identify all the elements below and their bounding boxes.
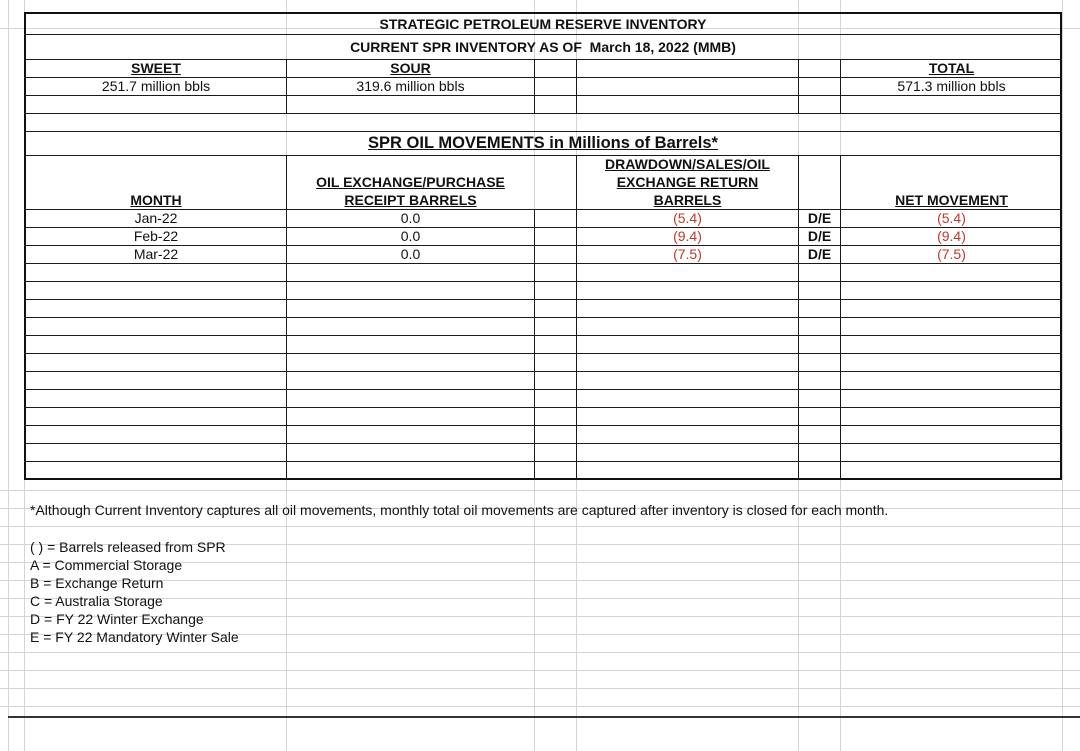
header-drawdown-2: EXCHANGE RETURN [616, 174, 759, 190]
row-2-month: Feb-22 [133, 228, 179, 244]
row-1-code: D/E [807, 210, 832, 226]
row-1-net: (5.4) [937, 210, 966, 226]
total-label: TOTAL [928, 60, 975, 76]
sour-label: SOUR [390, 60, 431, 76]
sheet-bottom-border [8, 716, 1080, 718]
report-title: STRATEGIC PETROLEUM RESERVE INVENTORY [379, 16, 707, 32]
legend-item: C = Australia Storage [30, 593, 163, 609]
legend-item: D = FY 22 Winter Exchange [30, 611, 204, 627]
header-month: MONTH [130, 192, 182, 208]
row-1-exchange: 0.0 [400, 210, 421, 226]
row-1-month: Jan-22 [134, 210, 178, 226]
row-3-net: (7.5) [937, 246, 966, 262]
row-2-drawdown: (9.4) [673, 228, 702, 244]
footnote: *Although Current Inventory captures all oil movements, monthly total oil movements are captured after inventory is closed for each month. [30, 502, 889, 518]
legend-item: E = FY 22 Mandatory Winter Sale [30, 629, 239, 645]
sweet-value: 251.7 million bbls [101, 78, 211, 94]
legend-item: A = Commercial Storage [30, 557, 183, 573]
header-net-movement: NET MOVEMENT [895, 192, 1008, 208]
row-2-net: (9.4) [937, 228, 966, 244]
header-exchange-1: OIL EXCHANGE/PURCHASE [316, 174, 505, 190]
header-drawdown-3: BARRELS [653, 192, 722, 208]
legend-item: B = Exchange Return [30, 575, 164, 591]
legend-item: ( ) = Barrels released from SPR [30, 539, 226, 555]
row-3-code: D/E [807, 246, 832, 262]
row-1-drawdown: (5.4) [673, 210, 702, 226]
row-2-exchange: 0.0 [400, 228, 421, 244]
movements-title: SPR OIL MOVEMENTS in Millions of Barrels* [368, 134, 718, 152]
sour-value: 319.6 million bbls [356, 78, 465, 94]
row-3-drawdown: (7.5) [673, 246, 702, 262]
sweet-label: SWEET [131, 60, 181, 76]
header-drawdown-1: DRAWDOWN/SALES/OIL [605, 156, 770, 172]
header-exchange-2: RECEIPT BARRELS [344, 192, 477, 208]
subtitle-prefix: CURRENT SPR INVENTORY AS OF [350, 39, 582, 55]
total-value: 571.3 million bbls [897, 78, 1006, 94]
row-3-exchange: 0.0 [400, 246, 421, 262]
inventory-subtitle [26, 39, 1060, 56]
inventory-date: March 18, 2022 (MMB) [589, 39, 736, 55]
row-3-month: Mar-22 [133, 246, 179, 262]
row-2-code: D/E [807, 228, 832, 244]
